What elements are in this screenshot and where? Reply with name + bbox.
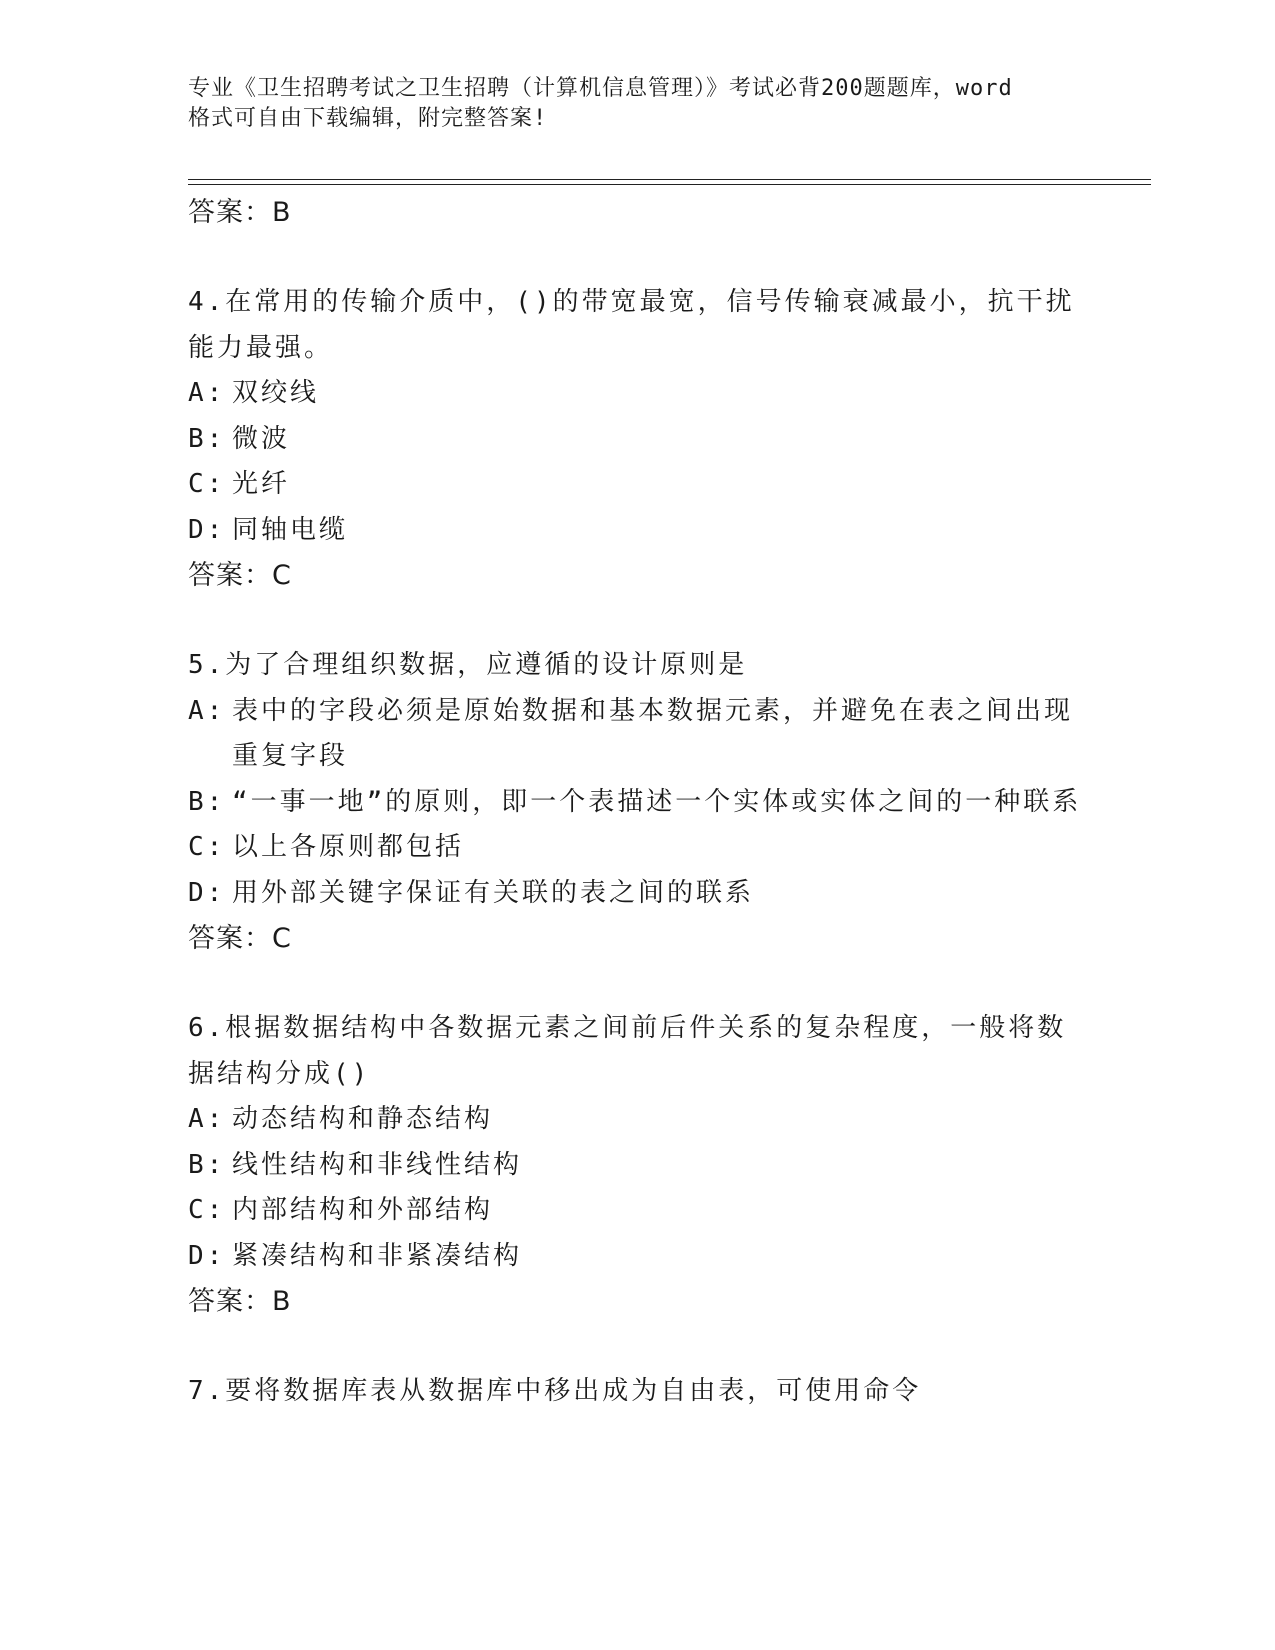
option-key: C: (188, 832, 226, 862)
option-c (188, 462, 1088, 508)
option-text: 以上各原则都包括 (232, 832, 465, 862)
question-list (188, 190, 1088, 1415)
question-4 (188, 280, 1088, 599)
question-text: 7.要将数据库表从数据库中移出成为自由表，可使用命令 (188, 1376, 922, 1406)
question-5 (188, 643, 1088, 962)
option-text: 光纤 (232, 469, 291, 499)
option-key: A: (188, 1104, 226, 1134)
option-key: B: (188, 786, 226, 817)
option-d (188, 508, 1088, 554)
option-key: B: (188, 1149, 226, 1180)
option-text: 内部结构和外部结构 (232, 1195, 494, 1225)
answer-line: 答案：C (188, 923, 292, 954)
option-b (188, 417, 1088, 463)
option-key: D: (188, 1240, 226, 1271)
option-c (188, 825, 1088, 871)
option-key: D: (188, 877, 226, 908)
option-text: 动态结构和静态结构 (232, 1104, 494, 1134)
option-d (188, 871, 1088, 917)
option-a (188, 1097, 1088, 1143)
option-text: 线性结构和非线性结构 (232, 1149, 523, 1180)
option-text: 同轴电缆 (232, 514, 349, 545)
answer-line: 答案：C (188, 560, 292, 591)
question-text: 6.根据数据结构中各数据元素之间前后件关系的复杂程度，一般将数据结构分成() (188, 1013, 1067, 1089)
header-title-line-2: 格式可自由下载编辑，附完整答案! (188, 106, 548, 131)
option-key: B: (188, 423, 226, 454)
answer-line: 答案：B (188, 1286, 292, 1317)
document-header (188, 74, 1088, 134)
answer-line: 答案：B (188, 197, 292, 228)
option-key: C: (188, 1195, 226, 1225)
option-text: 微波 (232, 423, 291, 454)
option-d (188, 1234, 1088, 1280)
question-6 (188, 1006, 1088, 1325)
question-text: 5.为了合理组织数据，应遵循的设计原则是 (188, 650, 748, 680)
option-key: A: (188, 695, 226, 726)
option-a (188, 371, 1088, 417)
option-text: 双绞线 (232, 378, 320, 408)
option-text: 表中的字段必须是原始数据和基本数据元素，并避免在表之间出现重复字段 (232, 695, 1074, 771)
header-title-line-1: 专业《卫生招聘考试之卫生招聘（计算机信息管理）》考试必背200题题库，word (188, 76, 1013, 101)
option-text: “一事一地”的原则，即一个表描述一个实体或实体之间的一种联系 (232, 786, 1082, 817)
option-b (188, 1143, 1088, 1189)
option-a (188, 689, 1088, 780)
option-text: 紧凑结构和非紧凑结构 (232, 1240, 523, 1271)
header-divider-top (188, 179, 1151, 180)
option-b (188, 780, 1088, 826)
option-key: A: (188, 378, 226, 408)
option-text: 用外部关键字保证有关联的表之间的联系 (232, 877, 755, 908)
question-7 (188, 1369, 1088, 1415)
option-c (188, 1188, 1088, 1234)
question-text: 4.在常用的传输介质中，()的带宽最宽，信号传输衰减最小，抗干扰能力最强。 (188, 287, 1075, 363)
option-key: D: (188, 514, 226, 545)
option-key: C: (188, 469, 226, 499)
header-divider-bottom (188, 184, 1151, 185)
